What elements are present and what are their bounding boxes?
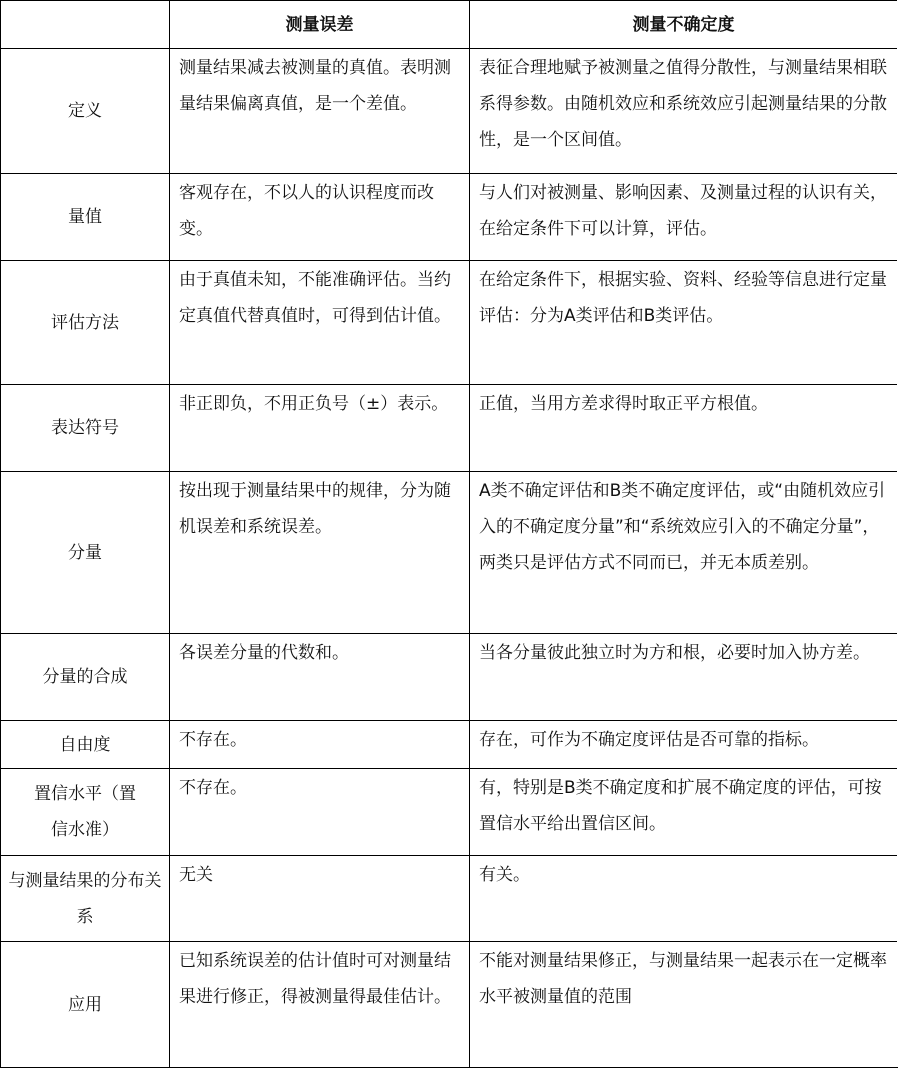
error-cell: 各误差分量的代数和。 [170,634,470,721]
corner-header-cell [1,1,170,49]
table-row [1,856,898,942]
table-row [1,942,898,1068]
error-cell: 已知系统误差的估计值时可对测量结果进行修正，得被测量得最佳估计。 [170,942,470,1068]
table-row [1,769,898,856]
table-row [1,385,898,472]
uncertainty-cell: 与人们对被测量、影响因素、及测量过程的认识有关，在给定条件下可以计算，评估。 [470,174,898,261]
row-label: 表达符号 [1,385,170,472]
uncertainty-cell: 正值，当用方差求得时取正平方根值。 [470,385,898,472]
table-row [1,472,898,634]
row-label: 与测量结果的分布关系 [1,856,170,942]
uncertainty-cell: 有关。 [470,856,898,942]
uncertainty-cell: 在给定条件下，根据实验、资料、经验等信息进行定量评估：分为A类评估和B类评估。 [470,261,898,385]
error-cell: 按出现于测量结果中的规律，分为随机误差和系统误差。 [170,472,470,634]
uncertainty-cell: 表征合理地赋予被测量之值得分散性，与测量结果相联系得参数。由随机效应和系统效应引起测量结果的分散性，是一个区间值。 [470,49,898,174]
table-row [1,49,898,174]
measurement-error-header: 测量误差 [170,1,470,49]
row-label: 定义 [1,49,170,174]
table-row [1,174,898,261]
error-cell: 不存在。 [170,721,470,769]
uncertainty-cell: A类不确定评估和B类不确定度评估，或“由随机效应引入的不确定度分量”和“系统效应引入的不确定分量”，两类只是评估方式不同而已，并无本质差别。 [470,472,898,634]
page-right-margin [897,0,916,1067]
error-cell: 非正即负，不用正负号（±）表示。 [170,385,470,472]
uncertainty-cell: 不能对测量结果修正，与测量结果一起表示在一定概率水平被测量值的范围 [470,942,898,1068]
row-label: 应用 [1,942,170,1068]
row-label: 评估方法 [1,261,170,385]
row-label: 分量的合成 [1,634,170,721]
row-label: 置信水平（置信水准） [1,769,170,856]
uncertainty-cell: 存在，可作为不确定度评估是否可靠的指标。 [470,721,898,769]
header-row [1,1,898,49]
error-cell: 由于真值未知，不能准确评估。当约定真值代替真值时，可得到估计值。 [170,261,470,385]
error-cell: 无关 [170,856,470,942]
row-label: 自由度 [1,721,170,769]
uncertainty-cell: 当各分量彼此独立时为方和根，必要时加入协方差。 [470,634,898,721]
error-cell: 不存在。 [170,769,470,856]
row-label: 分量 [1,472,170,634]
row-label: 量值 [1,174,170,261]
error-cell: 测量结果减去被测量的真值。表明测量结果偏离真值，是一个差值。 [170,49,470,174]
measurement-uncertainty-header: 测量不确定度 [470,1,898,49]
error-cell: 客观存在，不以人的认识程度而改变。 [170,174,470,261]
table-row [1,634,898,721]
table-row [1,721,898,769]
uncertainty-cell: 有，特别是B类不确定度和扩展不确定度的评估，可按置信水平给出置信区间。 [470,769,898,856]
table-row [1,261,898,385]
